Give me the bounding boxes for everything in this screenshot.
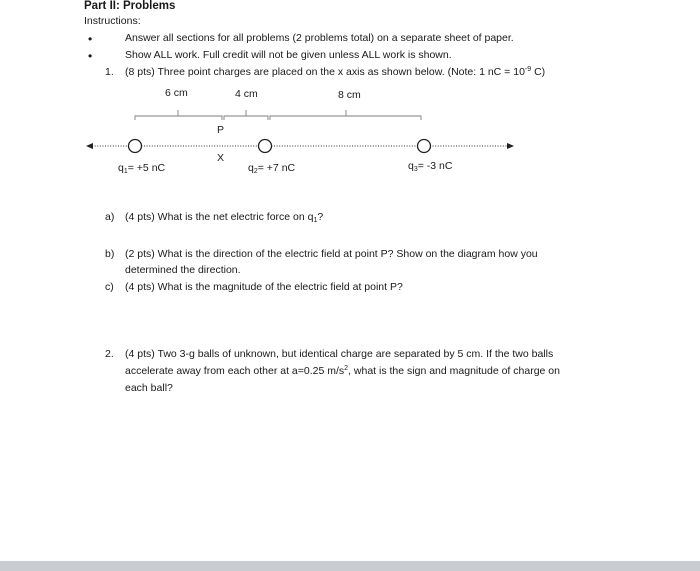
charge-q3-marker <box>418 140 431 153</box>
q2-subscript: 2 <box>253 168 258 175</box>
charge-q1-marker <box>129 140 142 153</box>
axis-arrow-right <box>507 143 514 149</box>
problem-2-number: 2. <box>105 348 114 360</box>
dim-label-8cm: 8 cm <box>338 89 361 101</box>
q1-value: = +5 nC <box>127 162 166 174</box>
bullet-dot: • <box>88 32 93 46</box>
part-b-line-2: determined the direction. <box>125 264 241 276</box>
q3-subscript: 3 <box>413 166 418 173</box>
problem-2-line-2-b: , what is the sign and magnitude of charge on <box>348 365 560 377</box>
problem-2-line-2 <box>125 365 560 378</box>
q2-symbol: q <box>248 162 254 174</box>
dim-bracket-4cm <box>224 116 268 120</box>
part-c-label: c) <box>105 281 114 293</box>
part-a-subscript: 1 <box>313 217 318 224</box>
part-c-text: (4 pts) What is the magnitude of the electric field at point P? <box>125 281 403 293</box>
problem-2-exponent: 2 <box>344 365 349 372</box>
q3-value: = -3 nC <box>417 160 453 172</box>
instruction-item-2: Show ALL work. Full credit will not be given unless ALL work is shown. <box>125 49 452 61</box>
problem-2-line-2-a: accelerate away from each other at a=0.25 m/s <box>125 365 345 377</box>
bullet-dot: • <box>88 49 93 63</box>
bottom-scroll-bar <box>0 561 700 571</box>
dim-label-4cm: 4 cm <box>235 88 258 100</box>
q1-subscript: 1 <box>123 168 128 175</box>
q1-symbol: q <box>118 162 124 174</box>
problem-1-text-main: (8 pts) Three point charges are placed on the x axis as shown below. (Note: 1 nC = 10 <box>125 66 525 78</box>
charge-q1-label <box>118 162 165 175</box>
part-a-text <box>125 211 323 224</box>
q2-value: = +7 nC <box>257 162 296 174</box>
point-x-marker: X <box>217 152 225 164</box>
dim-label-6cm: 6 cm <box>165 87 188 99</box>
charge-q2-marker <box>259 140 272 153</box>
instructions-label: Instructions: <box>84 15 141 27</box>
charge-q3-label <box>408 160 452 173</box>
charge-q2-label <box>248 162 295 175</box>
dim-bracket-8cm <box>270 116 421 120</box>
point-p-label: P <box>217 124 225 136</box>
problem-1-number: 1. <box>105 66 114 78</box>
axis-arrow-left <box>86 143 93 149</box>
part-a-question: (4 pts) What is the net electric force on q <box>125 211 314 223</box>
problem-2-line-1: (4 pts) Two 3-g balls of unknown, but identical charge are separated by 5 cm. If the two balls <box>125 348 554 360</box>
instruction-item-1: Answer all sections for all problems (2 problems total) on a separate sheet of paper. <box>125 32 514 44</box>
part-b-line-1: (2 pts) What is the direction of the electric field at point P? Show on the diagram how you <box>125 248 538 260</box>
part-a-label: a) <box>105 211 115 223</box>
q3-symbol: q <box>408 160 414 172</box>
section-title: Part II: Problems <box>84 0 176 12</box>
problem-1-text-tail: C) <box>531 66 546 78</box>
problem-1-exponent: -9 <box>524 66 532 73</box>
dim-bracket-6cm <box>135 116 222 120</box>
part-b-label: b) <box>105 248 115 260</box>
problem-2-line-3: each ball? <box>125 382 173 394</box>
part-a-tail: ? <box>317 211 324 223</box>
